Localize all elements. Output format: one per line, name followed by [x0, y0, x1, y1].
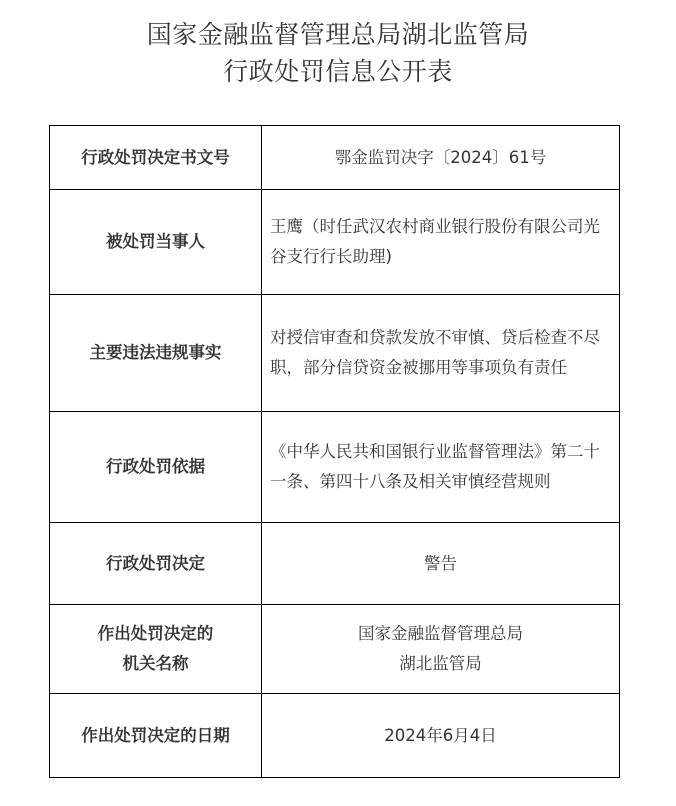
table-row-penalty-decision	[50, 523, 620, 605]
label-decision-number: 行政处罚决定书文号	[50, 126, 262, 190]
table-row-decision-number	[50, 126, 620, 190]
page-title	[0, 16, 676, 90]
table-row-violation-facts	[50, 295, 620, 412]
table-row-legal-basis	[50, 412, 620, 523]
label-issuing-authority-line1: 作出处罚决定的	[97, 624, 214, 643]
value-issuing-authority	[262, 605, 620, 694]
title-line-authority: 国家金融监督管理总局湖北监管局	[146, 20, 530, 49]
value-legal-basis: 《中华人民共和国银行业监督管理法》第二十一条、第四十八条及相关审慎经营规则	[262, 412, 620, 523]
label-issuing-authority-line2: 机关名称	[122, 654, 189, 673]
label-issuing-authority	[50, 605, 262, 694]
label-legal-basis: 行政处罚依据	[50, 412, 262, 523]
value-penalty-decision: 警告	[262, 523, 620, 605]
value-decision-date: 2024年6月4日	[262, 694, 620, 778]
label-penalized-party: 被处罚当事人	[50, 190, 262, 295]
label-decision-date: 作出处罚决定的日期	[50, 694, 262, 778]
table-row-penalized-party	[50, 190, 620, 295]
value-decision-number: 鄂金监罚决字〔2024〕61号	[262, 126, 620, 190]
value-penalized-party: 王鹰（时任武汉农村商业银行股份有限公司光谷支行行长助理)	[262, 190, 620, 295]
value-issuing-authority-line1: 国家金融监督管理总局	[358, 624, 523, 643]
value-issuing-authority-line2: 湖北监管局	[399, 654, 482, 673]
label-violation-facts: 主要违法违规事实	[50, 295, 262, 412]
label-penalty-decision: 行政处罚决定	[50, 523, 262, 605]
value-violation-facts: 对授信审查和贷款发放不审慎、贷后检查不尽职，部分信贷资金被挪用等事项负有责任	[262, 295, 620, 412]
table-row-issuing-authority	[50, 605, 620, 694]
penalty-info-table	[49, 125, 620, 778]
title-line-table-name: 行政处罚信息公开表	[223, 57, 453, 86]
table-row-decision-date	[50, 694, 620, 778]
